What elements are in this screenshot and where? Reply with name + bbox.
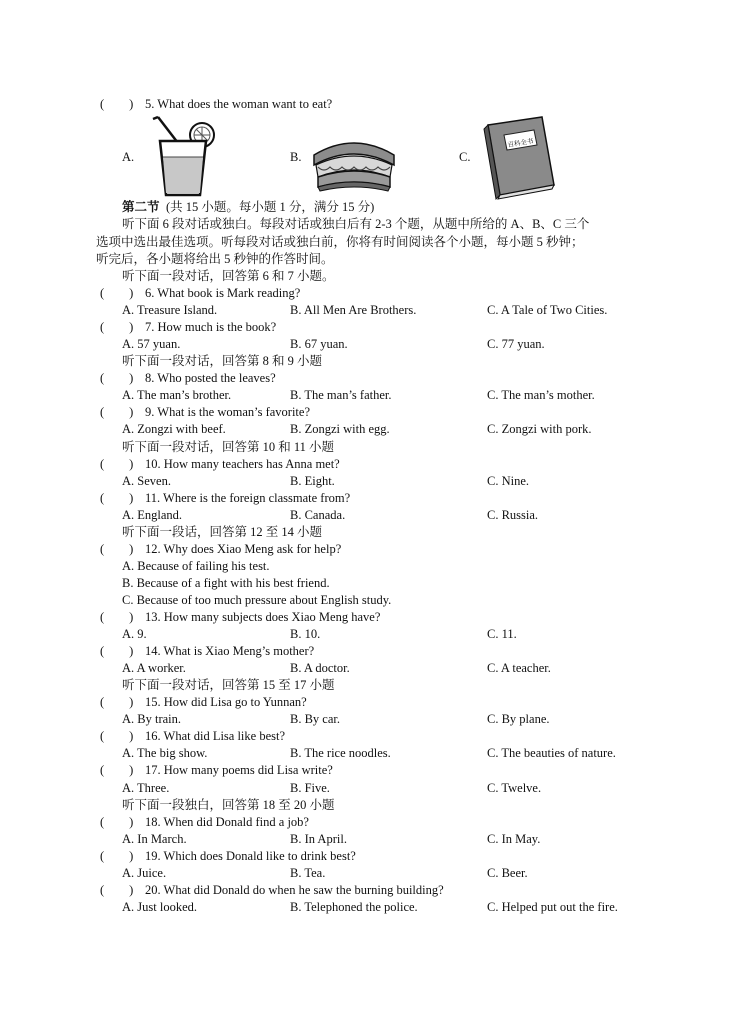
answer-blank[interactable]: ( ) (100, 848, 134, 863)
question-row (0, 285, 737, 302)
option-b[interactable]: B. All Men Are Brothers. (290, 303, 417, 318)
option-b[interactable]: B. Telephoned the police. (290, 899, 418, 914)
dialogue-lead (0, 797, 737, 814)
question-row (0, 456, 737, 473)
question-stem: 12. Why does Xiao Meng ask for help? (145, 541, 342, 556)
options-row (0, 711, 737, 728)
options-row (0, 473, 737, 490)
dialogue-lead (0, 268, 737, 285)
options-row (0, 831, 737, 848)
answer-blank[interactable]: ( ) (100, 610, 134, 624)
answer-blank[interactable]: ( ) (100, 882, 134, 897)
dialogue-lead (0, 439, 737, 456)
option-c[interactable]: C. A teacher. (487, 661, 551, 676)
option-b[interactable]: B. 10. (290, 627, 321, 642)
question-5 (0, 96, 737, 113)
question-stem: 11. Where is the foreign classmate from? (145, 490, 351, 505)
answer-blank[interactable]: ( ) (100, 371, 134, 386)
lead-text: 听下面一段对话，回答第 8 和 9 小题 (122, 354, 323, 369)
question-row (0, 848, 737, 865)
question-row (0, 404, 737, 421)
question-row (0, 609, 737, 626)
book-icon[interactable] (482, 115, 558, 201)
option-a[interactable]: A. 57 yuan. (122, 337, 181, 352)
option-b[interactable]: B. The man’s father. (290, 388, 392, 403)
options-row (0, 745, 737, 762)
question-stem: 18. When did Donald find a job? (145, 814, 309, 829)
question-row (0, 694, 737, 711)
options-row (0, 507, 737, 524)
answer-blank[interactable]: ( ) (100, 695, 134, 710)
answer-blank[interactable]: ( ) (100, 320, 134, 335)
option-a[interactable]: A. By train. (122, 712, 182, 727)
question-row (0, 882, 737, 899)
answer-blank[interactable]: ( ) (100, 644, 134, 659)
option-c[interactable]: C. The beauties of nature. (487, 746, 616, 761)
options-row (0, 660, 737, 677)
lead-text: 听下面一段对话，回答第 10 和 11 小题 (122, 439, 335, 454)
option-c[interactable]: C. In May. (487, 831, 541, 846)
options-row (0, 336, 737, 353)
option-a[interactable]: A. A worker. (122, 661, 186, 676)
option-b[interactable]: B. By car. (290, 712, 340, 727)
dialogue-lead (0, 677, 737, 694)
question-row (0, 643, 737, 660)
question-stem: 19. Which does Donald like to drink best? (145, 848, 356, 863)
lead-text: 听下面一段话，回答第 12 至 14 小题 (122, 524, 323, 539)
option-label-c: C. (459, 150, 471, 164)
question-row (0, 490, 737, 507)
section-instructions-2: 选项中选出最佳选项。听每段对话或独白前，你将有时间阅读各个小题，每小题 5 秒钟； (96, 235, 584, 249)
lead-text: 听下面一段独白，回答第 18 至 20 小题 (122, 797, 335, 812)
question-stem: 9. What is the woman’s favorite? (145, 405, 311, 420)
option-c[interactable]: C. 77 yuan. (487, 337, 545, 352)
option-a[interactable]: A. England. (122, 507, 183, 522)
sandwich-icon[interactable] (310, 125, 398, 197)
dialogue-lead (0, 524, 737, 541)
option-a[interactable]: A. Three. (122, 780, 170, 795)
options-row (0, 421, 737, 438)
question-stem: 17. How many poems did Lisa write? (145, 763, 333, 778)
options-row (0, 302, 737, 319)
answer-blank[interactable]: ( ) (100, 456, 134, 471)
option-line (0, 575, 737, 592)
options-row (0, 780, 737, 797)
option-a[interactable]: A. Seven. (122, 473, 171, 488)
option-b[interactable]: B. A doctor. (290, 661, 350, 676)
options-row (0, 387, 737, 404)
question-row (0, 814, 737, 831)
question-stem: 15. How did Lisa go to Yunnan? (145, 695, 307, 710)
section-title: 第二节 (122, 200, 160, 214)
answer-blank[interactable]: ( ) (100, 541, 134, 556)
option-b[interactable]: B. Canada. (290, 507, 346, 522)
question-stem: 20. What did Donald do when he saw the burning building? (145, 882, 444, 897)
option-a[interactable]: A. Just looked. (122, 899, 197, 914)
option-c[interactable]: C. Zongzi with pork. (487, 422, 592, 437)
options-row (0, 899, 737, 916)
question-row (0, 541, 737, 558)
dialogue-lead (0, 353, 737, 370)
option-a[interactable]: A. The big show. (122, 746, 208, 761)
answer-blank[interactable]: ( ) (100, 763, 134, 778)
option-c[interactable]: C. 11. (487, 627, 517, 642)
lead-text: 听下面一段对话，回答第 15 至 17 小题 (122, 678, 335, 693)
option-c[interactable]: C. Nine. (487, 473, 530, 488)
option-b[interactable]: B. The rice noodles. (290, 746, 391, 761)
question-row (0, 762, 737, 779)
section-instructions-1: 听下面 6 段对话或独白。每段对话或独白后有 2-3 个题，从题中所给的 A、B、C 三个 (122, 217, 590, 231)
question-stem: 16. What did Lisa like best? (145, 729, 286, 744)
answer-blank[interactable]: ( ) (100, 814, 134, 829)
section-2-heading (0, 199, 737, 216)
answer-blank[interactable]: ( ) (100, 405, 134, 420)
section-instructions-3: 听完后，各小题将给出 5 秒钟的作答时间。 (96, 252, 334, 266)
option-label-b: B. (290, 150, 302, 164)
option-label-a: A. (122, 150, 135, 164)
question-row (0, 319, 737, 336)
question-stem: 13. How many subjects does Xiao Meng have? (145, 610, 381, 624)
option-text[interactable]: B. Because of a fight with his best friend. (122, 575, 330, 590)
option-c[interactable]: C. By plane. (487, 712, 550, 727)
option-b[interactable]: B. Five. (290, 780, 330, 795)
option-c[interactable]: C. Russia. (487, 507, 539, 522)
juice-glass-icon[interactable] (150, 115, 222, 197)
answer-blank[interactable]: ( ) (100, 97, 134, 111)
book-cover-text: 百科全书 (507, 136, 534, 149)
option-b[interactable]: B. In April. (290, 831, 347, 846)
option-c[interactable]: C. Beer. (487, 865, 528, 880)
lead-text: 听下面一段对话，回答第 6 和 7 小题。 (122, 269, 335, 283)
option-b[interactable]: B. Eight. (290, 473, 335, 488)
option-a[interactable]: A. Zongzi with beef. (122, 422, 226, 437)
answer-blank[interactable]: ( ) (100, 490, 134, 505)
option-a[interactable]: A. The man’s brother. (122, 388, 232, 403)
option-b[interactable]: B. Tea. (290, 865, 326, 880)
option-b[interactable]: B. 67 yuan. (290, 337, 348, 352)
option-c[interactable]: C. The man’s mother. (487, 388, 595, 403)
question-stem: 14. What is Xiao Meng’s mother? (145, 644, 315, 659)
option-c[interactable]: C. Helped put out the fire. (487, 899, 618, 914)
options-row (0, 626, 737, 643)
option-b[interactable]: B. Zongzi with egg. (290, 422, 390, 437)
question-stem: 10. How many teachers has Anna met? (145, 456, 340, 471)
option-text[interactable]: C. Because of too much pressure about English study. (122, 592, 392, 607)
question-stem: 8. Who posted the leaves? (145, 371, 276, 386)
option-a[interactable]: A. 9. (122, 627, 147, 642)
q5-picture-options (0, 113, 737, 203)
question-stem: 5. What does the woman want to eat? (145, 97, 333, 111)
question-row (0, 728, 737, 745)
option-c[interactable]: C. Twelve. (487, 780, 542, 795)
question-stem: 7. How much is the book? (145, 320, 277, 335)
question-row (0, 370, 737, 387)
option-c[interactable]: C. A Tale of Two Cities. (487, 303, 608, 318)
answer-blank[interactable]: ( ) (100, 286, 134, 301)
option-text[interactable]: A. Because of failing his test. (122, 558, 270, 573)
question-stem: 6. What book is Mark reading? (145, 286, 301, 301)
option-a[interactable]: A. Treasure Island. (122, 303, 218, 318)
section-score-note: (共 15 小题。每小题 1 分，满分 15 分) (166, 200, 375, 214)
option-a[interactable]: A. In March. (122, 831, 187, 846)
option-line (0, 558, 737, 575)
option-a[interactable]: A. Juice. (122, 865, 167, 880)
option-line (0, 592, 737, 609)
options-row (0, 865, 737, 882)
answer-blank[interactable]: ( ) (100, 729, 134, 744)
